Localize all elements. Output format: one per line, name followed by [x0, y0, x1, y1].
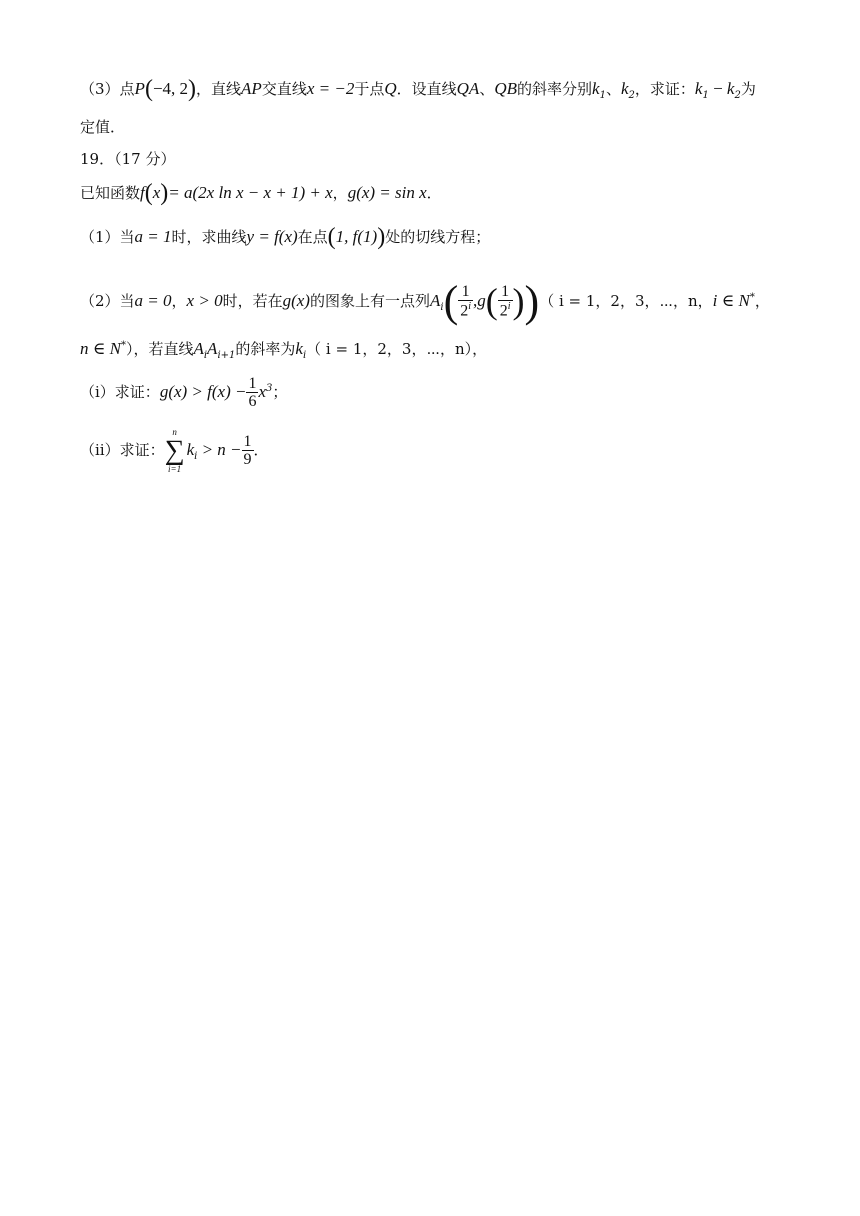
text-segment: ，: [332, 184, 348, 202]
text-segment: （ⅰ）求证：: [80, 383, 160, 401]
var-x: x: [258, 382, 267, 401]
index-domain: i ∈ N: [712, 291, 750, 310]
func-f: f: [140, 183, 145, 202]
superscript-star: *: [120, 340, 126, 351]
point-A: A: [207, 339, 218, 358]
frac-exp: i: [507, 301, 511, 313]
subscript: i: [440, 302, 444, 313]
text-segment: （1）当: [80, 228, 135, 246]
text-segment: 已知函数: [80, 184, 141, 202]
slope-k: k: [295, 339, 303, 358]
subscript: 1: [599, 90, 606, 101]
subscript: i: [203, 350, 208, 361]
text-segment: 处的切线方程；: [385, 228, 491, 246]
point-A: A: [193, 339, 204, 358]
point-A: A: [429, 291, 441, 310]
func-g-def: g(x) = sin x: [347, 183, 427, 202]
index-range: （ i = 1，2，3，⋯，n，: [539, 292, 713, 310]
fraction: [498, 284, 513, 319]
frac-den-base: 2: [499, 302, 508, 320]
cond-x: x > 0: [186, 291, 223, 310]
frac-den: [498, 300, 513, 319]
sigma-glyph: ∑: [164, 435, 185, 466]
text-segment: ；: [272, 383, 288, 401]
text-segment: ，: [171, 292, 187, 310]
frac-num: 1: [461, 283, 470, 301]
text-segment: ,: [473, 291, 478, 310]
minus-sign: −: [708, 79, 727, 98]
text-segment: 为: [740, 80, 756, 98]
q19-part1: （1）当a = 1时，求曲线y = f(x)在点(1, f(1))处的切线方程；: [80, 224, 491, 250]
slope-k2: k: [726, 79, 735, 98]
inequality-expr: g(x) > f(x) −: [159, 382, 247, 401]
q19-part-i: [80, 376, 287, 410]
var-x: x: [152, 183, 161, 202]
text-segment: ．: [426, 184, 442, 202]
exponent: 3: [266, 383, 273, 394]
text-segment: （2）当: [80, 292, 135, 310]
subscript: 2: [734, 90, 741, 101]
text-segment: 的斜率为: [235, 340, 296, 358]
subscript: i: [194, 451, 198, 462]
subscript: 2: [628, 90, 635, 101]
superscript-star: *: [749, 292, 755, 303]
frac-exp: i: [468, 301, 472, 313]
cond-a: a = 1: [134, 227, 172, 246]
inequality-expr: > n −: [197, 440, 242, 459]
text-segment: ．设直线: [396, 80, 457, 98]
point-Q: Q: [384, 79, 397, 98]
sum-symbol: [165, 428, 185, 474]
q19-part-ii: [80, 428, 269, 474]
func-g: g: [477, 291, 486, 310]
frac-num: 1: [243, 433, 252, 450]
cond-a: a = 0: [134, 291, 172, 310]
point-P-coords: −4, 2: [152, 79, 189, 98]
text-segment: ，求证：: [634, 80, 695, 98]
text-segment: 在点: [297, 228, 328, 246]
q19-part2-line2: [80, 338, 487, 361]
q19-header: 19．（17 分）: [80, 150, 176, 168]
sum-upper: n: [172, 427, 177, 437]
n-domain: n ∈ N: [80, 339, 121, 358]
separator: 、: [479, 80, 495, 98]
q19-part2-line1: （2）当a = 0，x > 0时，若在g(x)的图象上有一点列$A_i$( $\frac{1}{2^i}$ ,g( $\frac{1}{2^i}$ ))（ i = 1，2，3，⋯，n，i ∈ N*，: [80, 277, 770, 326]
subscript: 1: [702, 90, 709, 101]
text-segment: ），若直线: [125, 340, 194, 358]
line-x-eq: x = −2: [306, 79, 355, 98]
curve-eq: y = f(x): [246, 227, 298, 246]
text-segment: 的斜率分别: [517, 80, 593, 98]
separator: 、: [605, 80, 621, 98]
fraction: [246, 376, 258, 410]
text-segment: ，: [754, 292, 770, 310]
text-segment: 的图象上有一点列: [309, 292, 430, 310]
frac-num: 1: [501, 283, 510, 301]
frac-den-base: 2: [460, 302, 469, 320]
line-QB: QB: [494, 79, 518, 98]
frac-den: [458, 300, 473, 319]
slope-k: k: [186, 440, 195, 459]
text-segment: ．: [253, 441, 269, 459]
slope-k1: k: [694, 79, 703, 98]
fraction: [242, 434, 254, 468]
sum-lower: i=1: [168, 464, 182, 474]
slope-k1: k: [592, 79, 600, 98]
q18-part3-line1: （3）点P(−4, 2)，直线AP交直线x = −2于点Q．设直线QA、QB的斜率分别$k_1$、$k_2$，求证：$k_1 - k_2$为: [80, 76, 756, 102]
line-AP: AP: [241, 79, 262, 98]
text-segment: 交直线: [261, 80, 307, 98]
text-segment: （ⅱ）求证：: [80, 441, 165, 459]
subscript: i: [302, 350, 307, 361]
text-segment: （ i = 1，2，3，⋯，n），: [306, 340, 488, 358]
line-QA: QA: [456, 79, 480, 98]
text-segment: 于点: [354, 80, 385, 98]
tangent-point: 1, f(1): [335, 227, 378, 246]
q18-part3-lead: （3）点: [80, 80, 135, 98]
q19-stem: 已知函数f(x)= a(2x ln x − x + 1) + x，g(x) = sin x．: [80, 180, 442, 206]
func-f-def: = a(2x ln x − x + 1) + x: [168, 183, 333, 202]
text-segment: 时，求曲线: [171, 228, 247, 246]
fraction: [458, 284, 473, 319]
text-segment: ，直线: [196, 80, 242, 98]
frac-den: 9: [243, 451, 252, 468]
frac-den: 6: [248, 393, 257, 410]
q18-part3-line2: 定值．: [80, 118, 126, 136]
slope-k2: k: [620, 79, 629, 98]
subscript: i+1: [217, 350, 236, 361]
frac-num: 1: [248, 375, 257, 392]
func-g: g(x): [282, 291, 310, 310]
point-P: P: [134, 79, 145, 98]
text-segment: 时，若在: [222, 292, 283, 310]
